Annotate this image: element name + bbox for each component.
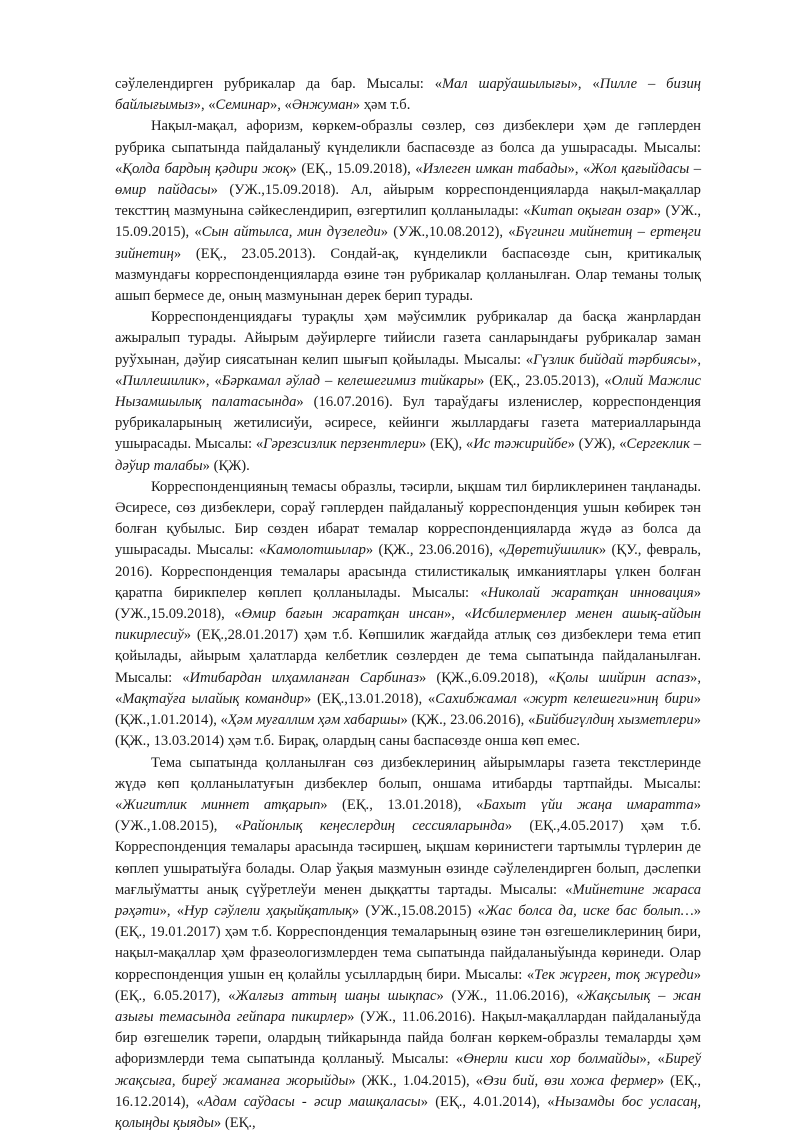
italic-quote: Итибардан илҳамланған Сарбиназ [190, 670, 419, 686]
text-run: » (ҚЖ., 13.03.2014) ҳәм т.б. Бирақ, олардың саны баспасөзде онша көп емес. [115, 712, 701, 749]
text-run: », « [160, 903, 184, 919]
text-run: Тема сыпатында қолланылған сөз дизбеклериниң айырымлары газета текстлеринде жүдә көп қолланылатуғын дизбеклер болып, оншама итибарды тартпайды. Мысалы: « [115, 755, 701, 813]
text-run: » (ЕҚ., 15.09.2018), « [290, 161, 423, 177]
text-run: » (УЖ.,15.09.2018). Ал, айырым корреспонденцияларда нақыл-мақаллар тексттиң мазмунына сәйкеслендирип, өзгертилип қолланылады: « [115, 182, 701, 219]
italic-quote: Сын айтылса, мин дүзеледи [202, 224, 381, 240]
text-run: », « [568, 161, 591, 177]
text-run: », « [199, 373, 222, 389]
italic-quote: Қолда бардың қәдири жоқ [122, 161, 289, 177]
text-run: » (ЖК., 1.04.2015), « [348, 1073, 483, 1089]
italic-quote: Сахибжамал «журт келешеги»ниң бири [435, 691, 693, 707]
italic-quote: Семинар [216, 97, 270, 113]
text-run: » (УЖ.,15.08.2015) « [352, 903, 485, 919]
text-run: » (16.07.2016). Бул тараўдағы изленислер, корреспонденция рубрикаларының жетилисиўи, әсиресе, кейинги жыллардағы газета материалларында ушырасады. Мысалы: « [115, 394, 701, 452]
text-run: » (ЕҚ., 13.01.2018), « [320, 797, 483, 813]
text-run: » (ЕҚ., [214, 1115, 256, 1131]
italic-quote: Мийнетине жараса рәҳәти [115, 882, 701, 919]
paragraph [115, 74, 701, 116]
text-run: », « [194, 97, 216, 113]
text-run: » (ҚЖ.,6.09.2018), « [419, 670, 556, 686]
italic-quote: Районлық кеңеслердиң сессияларында [242, 818, 505, 834]
italic-quote: Жол қағыйдасы – өмир пайдасы [115, 161, 701, 198]
italic-quote: Өзи бий, өзи хожа фермер [483, 1073, 657, 1089]
text-run: » (ЕҚ.,4.05.2017) ҳәм т.б. Корреспонденция темалары арасында тәсиршең, ықшам көринистеги тартымлы түрлерин де көплеп ушыратыўға болады. Олар ўақыя мазмунын өзинде сәўлелендирген болып, дәслепки мағлыўматты анық сүўретлеўи менен дыққатты тартады. Мысалы: « [115, 818, 701, 898]
italic-quote: Әнжуман [292, 97, 353, 113]
text-run: » (УЖ), « [568, 436, 627, 452]
italic-quote: Биреў жақсыға, биреў жаманға жорыйды [115, 1051, 701, 1088]
text-run: », « [115, 352, 701, 389]
italic-quote: Сергеклик – дәўир талабы [115, 436, 701, 473]
italic-quote: Нур сәўлели ҳақыйқатлық [184, 903, 352, 919]
text-run: » (УЖ.,10.08.2012), « [381, 224, 516, 240]
italic-quote: Мал шарўашылығы [442, 76, 571, 92]
text-run: » (ҚЖ). [203, 458, 250, 474]
text-run: » (ЕҚ., 19.01.2017) ҳәм т.б. Корреспонденция темаларының өзине тән өзгешеликлериниң бири, нақыл-мақаллар ҳәм фразеологизмлерден тема сыпатында пайдаланыўында көринеди. Олар корреспонденция ушын ең қолайлы усыллардың бири. Мысалы: « [115, 903, 701, 983]
text-run: », « [115, 670, 701, 707]
italic-quote: Олий Мажлис Нызамшылық палатасында [115, 373, 701, 410]
italic-quote: Тек жүрген, тоқ жүреди [534, 967, 694, 983]
italic-quote: Ис тәжирийбе [473, 436, 567, 452]
italic-quote: Пиллешилик [122, 373, 198, 389]
italic-quote: Жақсылық – жан азығы темасында гейпара пикирлер [115, 988, 701, 1025]
text-run: Корреспонденциядағы турақлы ҳәм мәўсимлик рубрикалар да басқа жанрлардан ажыралып турады. Айырым дәўирлерге тийисли газета санларындағы рубрикалар заман руўхынан, дәўир сиясатынан келип шығып қойылады. Мысалы: « [115, 309, 701, 367]
italic-quote: Өнерли киси хор болмайды [463, 1051, 639, 1067]
text-run: » (ЕҚ.,13.01.2018), « [304, 691, 435, 707]
italic-quote: Китап оқыған озар [531, 203, 654, 219]
italic-quote: Гәрезсизлик перзентлери [263, 436, 419, 452]
italic-quote: Қолы шийрин аспаз [556, 670, 690, 686]
text-run: », « [571, 76, 600, 92]
text-run: » (УЖ., 11.06.2016). Нақыл-мақаллардан пайдаланыўда бир өзгешелик тәрепи, олардың тийкарында пайда болған көркем-образлы темаларды ҳәм афоризмлерди тема сыпатында қолланыў. Мысалы: « [115, 1009, 701, 1067]
italic-quote: Бийбигүлдиң хызметлери [535, 712, 693, 728]
paragraph [115, 307, 701, 477]
text-run: » (ҚЖ., 23.06.2016), « [400, 712, 535, 728]
text-run: » (ЕҚ., 4.01.2014), « [421, 1094, 555, 1110]
text-run: » (УЖ.,1.08.2015), « [115, 797, 701, 834]
text-run: » (УЖ., 15.09.2015), « [115, 203, 701, 240]
text-run: » (ЕҚ., 6.05.2017), « [115, 967, 701, 1004]
text-run: » (ЕҚ.,28.01.2017) ҳәм т.б. Көпшилик жағдайда атлық сөз дизбеклери тема етип қойылады, айырым ҳалатларда келбетлик сөзлерден де тема сыпатында пайдаланылған. Мысалы: « [115, 627, 701, 685]
italic-quote: Өмир бағын жаратқан инсан [241, 606, 444, 622]
text-run: » (УЖ., 11.06.2016), « [437, 988, 584, 1004]
document-page [115, 74, 701, 1134]
italic-quote: Пилле – бизиң байлығымыз [115, 76, 701, 113]
italic-quote: Камолотшылар [266, 542, 366, 558]
italic-quote: Дөретиўшилик [506, 542, 599, 558]
italic-quote: Николай жаратқан инновация [488, 585, 694, 601]
italic-quote: Гүзлик бийдай тәрбиясы [533, 352, 690, 368]
paragraph [115, 477, 701, 753]
text-run: » (УЖ.,15.09.2018), « [115, 585, 701, 622]
italic-quote: Жалғыз аттың шаңы шықпас [235, 988, 436, 1004]
text-run: » (ЕҚ., 16.12.2014), « [115, 1073, 701, 1110]
italic-quote: Мақтаўға ылайық командир [122, 691, 304, 707]
text-run: », « [444, 606, 472, 622]
italic-quote: Излеген имкан табады [423, 161, 568, 177]
text-run: » (ЕҚ), « [419, 436, 473, 452]
italic-quote: Адам саўдасы - әсир машқаласы [204, 1094, 421, 1110]
italic-quote: Жигитлик миннет атқарып [122, 797, 320, 813]
text-run: » (ЕҚ., 23.05.2013). Сондай-ақ, күнделикли баспасөзде сын, критикалық мазмундағы корреспонденцияларда өзине тән рубрикалар қолланылған. Олар теманы толық ашып бермесе де, оның мазмунынан дерек берип турады. [115, 246, 701, 304]
paragraph [115, 753, 701, 1134]
text-run: », « [639, 1051, 664, 1067]
italic-quote: Бәркамал әўлад – келешегимиз тийкары [222, 373, 477, 389]
text-run: », « [270, 97, 292, 113]
text-run: » (ҚУ., февраль, 2016). Корреспонденция темалары арасында стилистикалық имканиятлары үлкен болған қаратпа бирикпелер көплеп қолланылады. Мысалы: « [115, 542, 701, 600]
italic-quote: Бахыт үйи жаңа имаратта [483, 797, 693, 813]
italic-quote: Исбилерменлер менен ашық-айдын пикирлесиў [115, 606, 701, 643]
text-run: » (ЕҚ., 23.05.2013), « [477, 373, 612, 389]
italic-quote: Бүгинги мийнетиң – ертеңги зийнетиң [115, 224, 701, 261]
text-run: » (ҚЖ., 23.06.2016), « [366, 542, 506, 558]
paragraph [115, 116, 701, 307]
text-run: Корреспонденцияның темасы образлы, тәсирли, ықшам тил бирликлеринен таңланады. Әсиресе, сөз дизбеклери, сораў гәплерден пайдаланыў корреспонденция ушын көбирек тән болған қубылыс. Бир сөзден ибарат темалар корреспонденцияларда жүдә аз болса да ушырасады. Мысалы: « [115, 479, 701, 559]
text-run: сәўлелендирген рубрикалар да бар. Мысалы: « [115, 76, 442, 92]
text-run: » ҳәм т.б. [353, 97, 411, 113]
text-run: Нақыл-мақал, афоризм, көркем-образлы сөзлер, сөз дизбеклери ҳәм де гәплерден рубрика сыпатында пайдаланыў күнделикли баспасөзде аз болса да ушырасады. Мысалы: « [115, 118, 701, 176]
text-run: » (ҚЖ.,1.01.2014), « [115, 691, 701, 728]
italic-quote: Жас болса да, иске бас болып… [485, 903, 694, 919]
italic-quote: Ҳәм муғаллим ҳәм хабаршы [228, 712, 401, 728]
italic-quote: Нызамды бос усласаң, қолыңды қыяды [115, 1094, 701, 1131]
